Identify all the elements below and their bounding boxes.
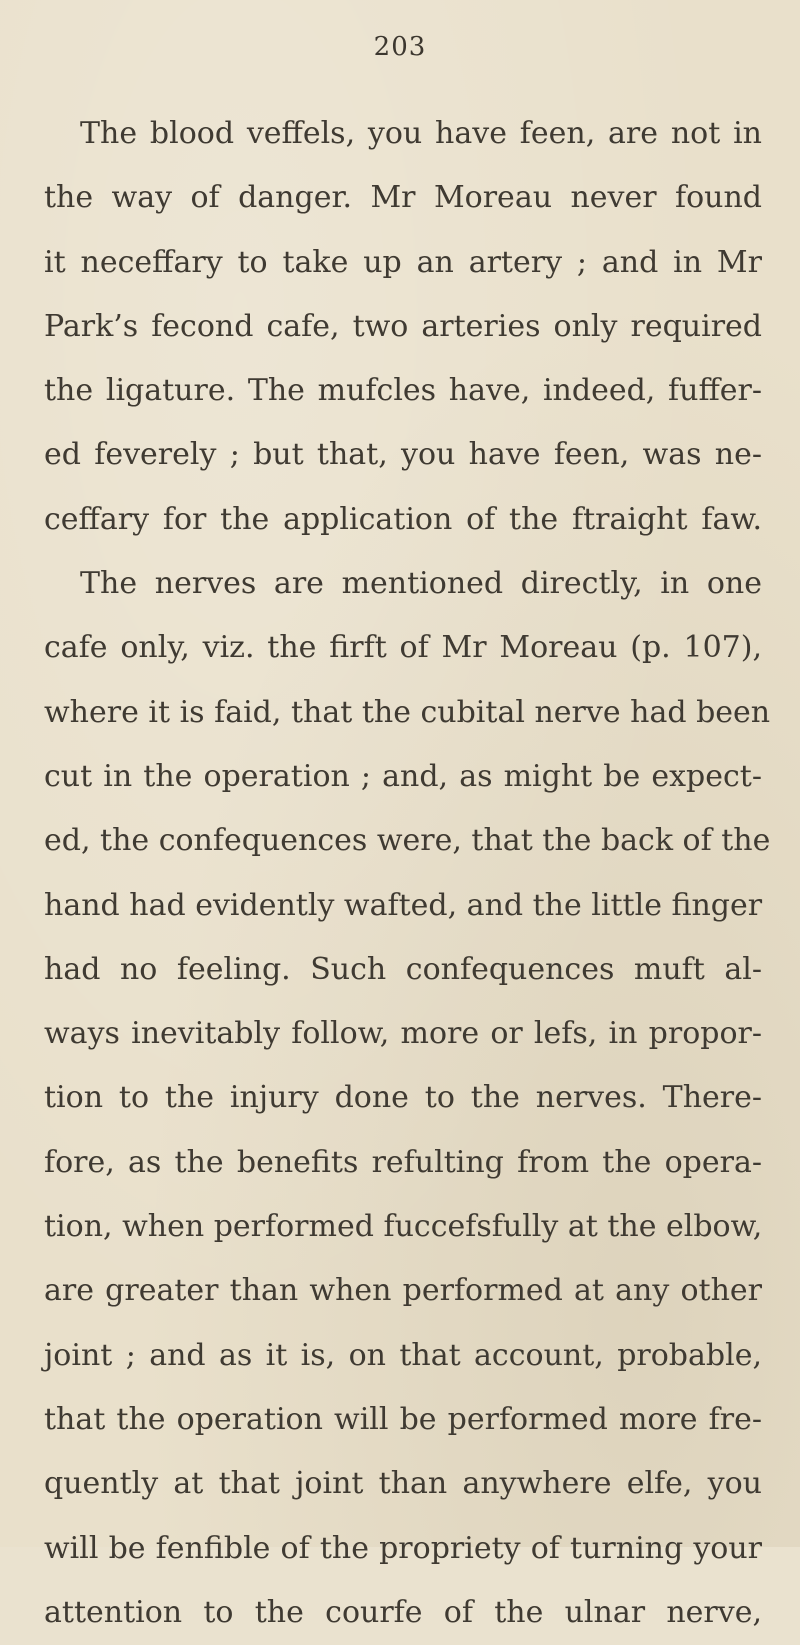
text-line: the way of danger. Mr Moreau never found [44, 180, 762, 216]
text-line: quently at that joint than anywhere elfe, you [44, 1466, 762, 1502]
text-line: joint ; and as it is, on that account, probable, [44, 1337, 762, 1373]
text-line: Park’s fecond cafe, two arteries only required [44, 308, 762, 344]
text-line: The nerves are mentioned directly, in one [80, 566, 762, 602]
text-line: ways inevitably follow, more or lefs, in propor- [44, 1016, 762, 1052]
text-line: hand had evidently wafted, and the little finger [44, 887, 763, 923]
text-line: the ligature. The mufcles have, indeed, fuffer- [44, 373, 762, 409]
text-line: cut in the operation ; and, as might be expect- [44, 758, 762, 794]
text-line: cafe only, viz. the firft of Mr Moreau (p. 107), [44, 630, 762, 666]
text-line: attention to the courfe of the ulnar nerve, [44, 1594, 762, 1630]
text-line: ceffary for the application of the ftraight faw. [44, 501, 762, 537]
text-line: will be fenfible of the propriety of turning your [44, 1530, 762, 1566]
text-line: The blood veffels, you have feen, are not in [80, 116, 762, 151]
text-line: ed feverely ; but that, you have feen, was ne- [44, 437, 762, 473]
text-line: had no feeling. Such confequences muft al- [44, 951, 762, 987]
text-line: ed, the confequences were, that the back of the [44, 823, 771, 859]
text-line: where it is faid, that the cubital nerve had been [44, 694, 771, 730]
text-line: tion, when performed fuccefsfully at the elbow, [44, 1209, 763, 1245]
text-line: fore, as the benefits refulting from the opera- [44, 1144, 762, 1180]
body-text [44, 102, 771, 1645]
text-line: tion to the injury done to the nerves. There- [44, 1080, 762, 1116]
text-line: that the operation will be performed more fre- [44, 1401, 762, 1437]
text-line: are greater than when performed at any other [44, 1273, 762, 1309]
page-number: 203 [373, 32, 427, 62]
text-line: it neceffary to take up an artery ; and in Mr [44, 244, 762, 280]
